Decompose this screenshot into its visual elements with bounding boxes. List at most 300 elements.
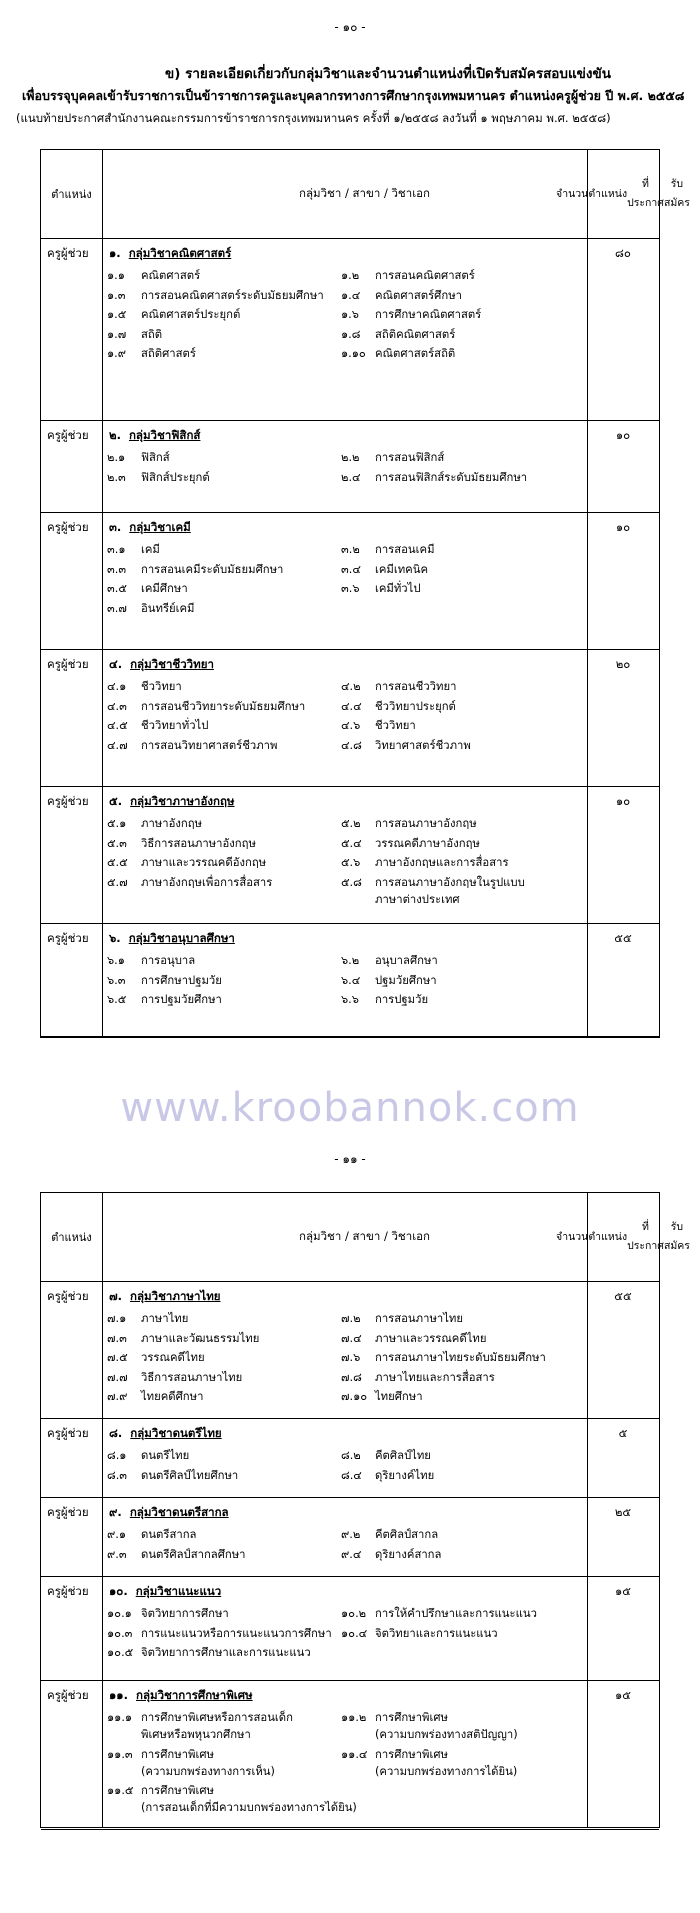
subject-group-row xyxy=(41,924,659,1037)
major-item xyxy=(107,972,222,989)
major-item xyxy=(341,345,455,362)
major-name: การสอนเคมีระดับมัธยมศึกษา xyxy=(141,562,284,576)
header-count xyxy=(556,150,690,238)
major-number: ๑๑.๔ xyxy=(341,1747,368,1761)
page-number-2: - ๑๑ - xyxy=(334,1152,366,1166)
subject-group-row xyxy=(41,1577,659,1681)
major-item xyxy=(107,1709,293,1743)
major-number: ๗.๔ xyxy=(341,1331,362,1345)
major-item xyxy=(107,267,200,284)
table-header xyxy=(41,150,690,239)
major-number: ๕.๓ xyxy=(107,836,127,850)
major-name: ชีววิทยา xyxy=(375,719,416,732)
group-title xyxy=(109,930,235,948)
group-title xyxy=(109,1425,222,1443)
major-name: การศึกษาพิเศษ xyxy=(141,1784,214,1797)
subject-group-row xyxy=(41,1681,659,1830)
major-item xyxy=(341,1447,431,1464)
group-number: ๗. xyxy=(109,1289,123,1303)
major-name: ฟิสิกส์ xyxy=(141,451,170,464)
major-name: คีตศิลป์สากล xyxy=(375,1528,439,1541)
major-item xyxy=(107,874,272,891)
major-item xyxy=(107,1467,238,1484)
major-item xyxy=(341,306,481,323)
major-item xyxy=(341,1467,434,1484)
major-name: การสอนภาษาไทย xyxy=(375,1312,463,1325)
position-cell: ครูผู้ช่วย xyxy=(47,1688,89,1702)
major-name: ปฐมวัยศึกษา xyxy=(375,973,437,987)
major-number: ๙.๒ xyxy=(341,1528,361,1541)
major-name: ดนตรีสากล xyxy=(141,1528,197,1541)
major-name-continued: ภาษาต่างประเทศ xyxy=(375,892,460,906)
major-name: ภาษาและวัฒนธรรมไทย xyxy=(141,1331,260,1345)
group-title xyxy=(109,245,231,263)
major-number: ๓.๔ xyxy=(341,562,361,576)
major-name: การอนุบาล xyxy=(141,954,196,967)
header-count-line: ตำแหน่ง xyxy=(588,1230,628,1243)
major-name: การสอนชีววิทยาระดับมัธยมศึกษา xyxy=(141,699,306,713)
document-note: (แนบท้ายประกาศสำนักงานคณะกรรมการข้าราชการกรุงเทพมหานคร ครั้งที่ ๑/๒๕๕๘ ลงวันที่ ๑ พฤษภาคม พ.ศ. ๒๕๕๘) xyxy=(16,111,611,125)
major-name: สถิติคณิตศาสตร์ xyxy=(375,327,456,341)
major-item xyxy=(341,1746,517,1780)
major-name: ดนตรีศิลป์ไทยศึกษา xyxy=(141,1468,239,1482)
subject-table-page-2 xyxy=(40,1192,690,1828)
major-number: ๑.๑ xyxy=(107,269,125,282)
major-number: ๑.๔ xyxy=(341,288,361,302)
major-number: ๒.๒ xyxy=(341,451,360,464)
page-number-1: - ๑๐ - xyxy=(334,20,366,34)
major-name: วิธีการสอนภาษาอังกฤษ xyxy=(141,836,256,850)
major-number: ๙.๓ xyxy=(107,1547,127,1561)
major-number: ๗.๗ xyxy=(107,1370,128,1384)
major-number: ๕.๗ xyxy=(107,875,128,889)
major-number: ๑๑.๑ xyxy=(107,1711,133,1724)
major-number: ๔.๖ xyxy=(341,719,361,732)
major-item xyxy=(107,580,188,597)
major-number: ๖.๔ xyxy=(341,973,361,987)
major-name: สถิติ xyxy=(141,327,163,341)
major-name: ภาษาไทยและการสื่อสาร xyxy=(375,1370,495,1384)
major-item xyxy=(341,1388,423,1405)
column-divider xyxy=(587,150,588,1037)
major-number: ๑.๑๐ xyxy=(341,347,366,360)
major-name: คีตศิลป์ไทย xyxy=(375,1449,431,1462)
major-item xyxy=(107,815,202,832)
group-number: ๒. xyxy=(109,428,121,442)
header-count xyxy=(556,1193,690,1281)
major-item xyxy=(107,1369,242,1386)
major-number: ๒.๑ xyxy=(107,451,126,464)
major-number: ๑.๘ xyxy=(341,327,361,341)
major-item xyxy=(341,1349,546,1366)
major-item xyxy=(341,326,455,343)
major-name: การสอนวิทยาศาสตร์ชีวภาพ xyxy=(141,738,278,752)
major-item xyxy=(107,1605,229,1622)
major-item xyxy=(107,541,160,558)
header-count-line: จำนวน xyxy=(556,187,589,200)
major-item xyxy=(341,737,471,754)
major-number: ๔.๒ xyxy=(341,680,361,693)
major-name: การให้คำปรึกษาและการแนะแนว xyxy=(375,1607,537,1620)
major-item xyxy=(341,1369,495,1386)
position-count: ๑๐ xyxy=(615,428,631,442)
major-item xyxy=(107,449,170,466)
major-number: ๑๑.๕ xyxy=(107,1784,134,1797)
major-item xyxy=(107,287,324,304)
group-name: กลุ่มวิชาคณิตศาสตร์ xyxy=(128,246,232,260)
major-item xyxy=(107,600,195,617)
major-name: เคมีศึกษา xyxy=(141,582,188,595)
header-count-line: ที่ประกาศ xyxy=(627,178,664,209)
major-name: ฟิสิกส์ประยุกต์ xyxy=(141,470,210,484)
major-name: ชีววิทยา xyxy=(141,680,182,693)
major-name: การสอนคณิตศาสตร์ระดับมัธยมศึกษา xyxy=(141,288,324,302)
major-item xyxy=(341,469,527,486)
header-count-line: รับสมัคร xyxy=(663,1221,690,1252)
major-item xyxy=(341,449,444,466)
header-count-line: ตำแหน่ง xyxy=(588,187,628,200)
major-name: ชีววิทยาประยุกต์ xyxy=(375,699,456,713)
major-name: ดนตรีศิลป์สากลศึกษา xyxy=(141,1547,246,1561)
major-item xyxy=(341,1310,463,1327)
major-name: เคมีเทคนิค xyxy=(375,562,429,576)
major-number: ๓.๖ xyxy=(341,582,360,595)
major-item xyxy=(107,1526,196,1543)
major-name: การสอนชีววิทยา xyxy=(375,680,457,693)
position-cell: ครูผู้ช่วย xyxy=(47,657,89,671)
major-name: จิตวิทยาการศึกษาและการแนะแนว xyxy=(141,1646,311,1659)
group-name: กลุ่มวิชาการศึกษาพิเศษ xyxy=(135,1688,253,1702)
position-cell: ครูผู้ช่วย xyxy=(47,1505,89,1519)
column-divider xyxy=(587,1193,588,1827)
major-number: ๕.๕ xyxy=(107,856,128,869)
major-item xyxy=(107,991,222,1008)
position-count: ๕๕ xyxy=(614,1289,632,1303)
major-number: ๑๑.๒ xyxy=(341,1711,367,1724)
major-name: วิทยาศาสตร์ชีวภาพ xyxy=(375,738,471,752)
subject-group-row xyxy=(41,1282,659,1419)
major-number: ๘.๒ xyxy=(341,1449,361,1462)
major-name: จิตวิทยาการศึกษา xyxy=(141,1607,229,1620)
major-number: ๔.๗ xyxy=(107,738,128,752)
major-item xyxy=(341,815,477,832)
major-name: การศึกษาพิเศษ xyxy=(375,1711,448,1724)
major-number: ๑๐.๑ xyxy=(107,1607,132,1620)
major-number: ๓.๗ xyxy=(107,601,127,615)
group-number: ๔. xyxy=(109,657,123,671)
major-item xyxy=(107,1546,246,1563)
major-name-continued: (ความบกพร่องทางการได้ยิน) xyxy=(375,1764,518,1778)
major-number: ๗.๒ xyxy=(341,1312,361,1325)
position-count: ๕๕ xyxy=(614,931,632,945)
major-number: ๖.๒ xyxy=(341,954,360,967)
header-count-line: รับสมัคร xyxy=(663,178,690,209)
group-number: ๑๑. xyxy=(109,1688,128,1702)
major-name: ไทยคดีศึกษา xyxy=(141,1390,204,1403)
major-number: ๖.๖ xyxy=(341,993,359,1006)
major-name: การสอนภาษาไทยระดับมัธยมศึกษา xyxy=(375,1351,546,1364)
document-subheading: เพื่อบรรจุบุคคลเข้ารับราชการเป็นข้าราชการครูและบุคลากรทางการศึกษากรุงเทพมหานคร ตำแหน่งครูผู้ช่วย ปี พ.ศ. ๒๕๕๘ xyxy=(22,88,685,103)
position-count: ๒๕ xyxy=(614,1505,632,1519)
subject-group-row xyxy=(41,513,659,650)
major-name: ภาษาและวรรณคดีอังกฤษ xyxy=(141,856,267,869)
group-name: กลุ่มวิชาอนุบาลศึกษา xyxy=(128,931,235,945)
group-name: กลุ่มวิชาดนตรีสากล xyxy=(129,1505,229,1519)
major-item xyxy=(341,1330,486,1347)
major-name-continued: (ความบกพร่องทางสติปัญญา) xyxy=(375,1728,518,1741)
major-item xyxy=(341,1709,518,1743)
group-title xyxy=(109,427,200,445)
group-number: ๓. xyxy=(109,520,122,534)
major-item xyxy=(341,267,475,284)
major-name: การศึกษาปฐมวัย xyxy=(141,973,222,987)
major-name: การปฐมวัย xyxy=(375,993,429,1006)
major-number: ๕.๒ xyxy=(341,817,361,830)
subject-group-row xyxy=(41,650,659,787)
group-number: ๑. xyxy=(109,246,121,260)
major-item xyxy=(341,580,421,597)
major-number: ๗.๘ xyxy=(341,1370,362,1384)
major-number: ๕.๔ xyxy=(341,836,362,850)
major-item xyxy=(107,1349,205,1366)
major-number: ๖.๑ xyxy=(107,954,125,967)
major-name: จิตวิทยาและการแนะแนว xyxy=(375,1626,498,1640)
major-item xyxy=(341,972,437,989)
major-number: ๕.๑ xyxy=(107,817,127,830)
major-number: ๑.๓ xyxy=(107,288,126,302)
major-item xyxy=(341,287,462,304)
header-position: ตำแหน่ง xyxy=(51,1231,92,1244)
major-item xyxy=(107,678,182,695)
major-number: ๔.๑ xyxy=(107,680,127,693)
major-item xyxy=(107,835,256,852)
group-title xyxy=(109,1504,229,1522)
major-number: ๑.๙ xyxy=(107,347,127,360)
position-count: ๘๐ xyxy=(615,246,631,260)
major-name: การปฐมวัยศึกษา xyxy=(141,993,222,1006)
major-name: การศึกษาพิเศษ xyxy=(375,1747,448,1761)
major-number: ๑.๕ xyxy=(107,308,127,321)
major-name: ดุริยางค์สากล xyxy=(375,1547,442,1561)
position-count: ๑๕ xyxy=(614,1688,631,1702)
major-name: วรรณคดีไทย xyxy=(141,1351,205,1364)
group-number: ๑๐. xyxy=(109,1584,128,1598)
major-item xyxy=(107,326,162,343)
major-name: คณิตศาสตร์ประยุกต์ xyxy=(141,308,241,321)
major-item xyxy=(341,835,480,852)
subject-group-row xyxy=(41,1498,659,1577)
major-name: วิธีการสอนภาษาไทย xyxy=(141,1370,243,1384)
major-item xyxy=(107,1746,275,1780)
major-item xyxy=(341,991,428,1008)
position-count: ๑๕ xyxy=(614,1584,631,1598)
header-position: ตำแหน่ง xyxy=(51,188,92,201)
header-subject: กลุ่มวิชา / สาขา / วิชาเอก xyxy=(299,186,430,200)
position-cell: ครูผู้ช่วย xyxy=(47,794,89,808)
major-item xyxy=(107,1625,332,1642)
major-item xyxy=(107,737,277,754)
major-number: ๕.๘ xyxy=(341,875,362,889)
major-item xyxy=(107,698,305,715)
major-item xyxy=(107,561,283,578)
major-item xyxy=(341,698,456,715)
major-name: การสอนฟิสิกส์ xyxy=(375,451,445,464)
major-number: ๗.๕ xyxy=(107,1351,128,1364)
major-number: ๑๑.๓ xyxy=(107,1747,133,1761)
major-name: อินทรีย์เคมี xyxy=(141,601,195,615)
major-item xyxy=(107,854,266,871)
major-item xyxy=(341,952,438,969)
major-number: ๖.๕ xyxy=(107,993,127,1006)
major-number: ๙.๔ xyxy=(341,1547,362,1561)
position-cell: ครูผู้ช่วย xyxy=(47,1426,89,1440)
major-number: ๙.๑ xyxy=(107,1528,127,1541)
major-item xyxy=(107,1782,357,1816)
major-name-continued: (ความบกพร่องทางการเห็น) xyxy=(141,1764,275,1778)
subject-group-row xyxy=(41,421,659,513)
major-name: ภาษาและวรรณคดีไทย xyxy=(375,1331,487,1345)
major-number: ๗.๖ xyxy=(341,1351,361,1364)
major-number: ๓.๓ xyxy=(107,562,127,576)
major-number: ๔.๓ xyxy=(107,699,127,713)
major-number: ๑๐.๒ xyxy=(341,1607,367,1620)
major-name: การสอนภาษาอังกฤษในรูปแบบ xyxy=(375,875,525,889)
major-name: การสอนภาษาอังกฤษ xyxy=(375,817,477,830)
major-number: ๘.๓ xyxy=(107,1468,128,1482)
major-number: ๗.๓ xyxy=(107,1331,127,1345)
major-number: ๖.๓ xyxy=(107,973,126,987)
major-item xyxy=(341,1526,438,1543)
group-title xyxy=(109,656,214,674)
major-number: ๓.๑ xyxy=(107,543,126,556)
subject-group-row xyxy=(41,1419,659,1498)
major-number: ๓.๕ xyxy=(107,582,127,595)
major-name: ดนตรีไทย xyxy=(141,1449,190,1462)
major-name: ภาษาไทย xyxy=(141,1312,189,1325)
major-name: การสอนเคมี xyxy=(375,543,435,556)
major-number: ๔.๔ xyxy=(341,699,362,713)
position-cell: ครูผู้ช่วย xyxy=(47,520,89,534)
position-cell: ครูผู้ช่วย xyxy=(47,428,89,442)
position-count: ๒๐ xyxy=(615,657,631,671)
group-title xyxy=(109,793,235,811)
group-number: ๕. xyxy=(109,794,123,808)
header-count-line: จำนวน xyxy=(556,1230,589,1243)
major-name: คณิตศาสตร์สถิติ xyxy=(375,347,456,360)
major-number: ๘.๑ xyxy=(107,1449,127,1462)
major-item xyxy=(107,952,195,969)
subject-table-page-1 xyxy=(40,149,690,1038)
major-item xyxy=(107,345,196,362)
major-item xyxy=(341,678,456,695)
major-number: ๔.๘ xyxy=(341,738,362,752)
major-number: ๗.๑ xyxy=(107,1312,127,1325)
major-name: การศึกษาพิเศษหรือการสอนเด็ก xyxy=(141,1711,293,1724)
major-name: ภาษาอังกฤษ xyxy=(141,817,203,830)
column-divider xyxy=(102,150,103,1037)
group-name: กลุ่มวิชาภาษาอังกฤษ xyxy=(130,794,235,808)
major-item xyxy=(107,1388,203,1405)
major-name: การสอนคณิตศาสตร์ xyxy=(375,269,475,282)
major-name: เคมี xyxy=(141,543,160,556)
position-count: ๑๐ xyxy=(615,794,631,808)
group-number: ๙. xyxy=(109,1505,122,1519)
major-item xyxy=(341,1625,498,1642)
major-name: ภาษาอังกฤษเพื่อการสื่อสาร xyxy=(141,875,273,889)
major-name-continued: พิเศษหรือพหุนวกศึกษา xyxy=(141,1728,251,1741)
major-name: วรรณคดีภาษาอังกฤษ xyxy=(375,836,480,850)
group-name: กลุ่มวิชาเคมี xyxy=(129,520,191,534)
group-number: ๘. xyxy=(109,1426,123,1440)
position-cell: ครูผู้ช่วย xyxy=(47,931,89,945)
major-number: ๘.๔ xyxy=(341,1468,362,1482)
major-name: การศึกษาพิเศษ xyxy=(141,1747,214,1761)
major-item xyxy=(107,1310,188,1327)
position-cell: ครูผู้ช่วย xyxy=(47,1289,89,1303)
group-name: กลุ่มวิชาแนะแนว xyxy=(135,1584,222,1598)
major-item xyxy=(107,717,208,734)
major-number: ๗.๙ xyxy=(107,1390,128,1403)
major-name: อนุบาลศึกษา xyxy=(375,954,438,967)
table-header xyxy=(41,1193,690,1282)
group-name: กลุ่มวิชาดนตรีไทย xyxy=(130,1426,222,1440)
major-name: คณิตศาสตร์ศึกษา xyxy=(375,288,462,302)
position-count: ๕ xyxy=(618,1426,628,1440)
major-name: การสอนฟิสิกส์ระดับมัธยมศึกษา xyxy=(375,470,528,484)
document-heading: ข) รายละเอียดเกี่ยวกับกลุ่มวิชาและจำนวนตำแหน่งที่เปิดรับสมัครสอบแข่งขัน xyxy=(165,66,611,82)
major-item xyxy=(341,541,435,558)
major-name: ภาษาอังกฤษและการสื่อสาร xyxy=(375,856,509,869)
major-number: ๕.๖ xyxy=(341,856,361,869)
major-number: ๑๐.๕ xyxy=(107,1646,134,1659)
major-item xyxy=(107,469,210,486)
major-item xyxy=(107,1447,189,1464)
major-item xyxy=(341,1546,441,1563)
major-name: สถิติศาสตร์ xyxy=(141,347,196,360)
major-number: ๒.๔ xyxy=(341,470,361,484)
major-number: ๑๐.๓ xyxy=(107,1626,133,1640)
major-item xyxy=(341,1605,537,1622)
watermark-text: www.kroobannok.com xyxy=(120,1085,580,1131)
major-number: ๔.๕ xyxy=(107,719,128,732)
group-title xyxy=(109,519,191,537)
major-name: การแนะแนวหรือการแนะแนวการศึกษา xyxy=(141,1626,332,1640)
subject-group-row xyxy=(41,787,659,924)
major-number: ๓.๒ xyxy=(341,543,360,556)
group-name: กลุ่มวิชาชีววิทยา xyxy=(130,657,214,671)
column-divider xyxy=(102,1193,103,1827)
major-name: การศึกษาคณิตศาสตร์ xyxy=(375,308,482,321)
group-number: ๖. xyxy=(109,931,121,945)
group-title xyxy=(109,1288,221,1306)
major-item xyxy=(107,1644,311,1661)
subject-group-row xyxy=(41,239,659,421)
major-number: ๑.๒ xyxy=(341,269,360,282)
major-number: ๑.๖ xyxy=(341,308,359,321)
position-cell: ครูผู้ช่วย xyxy=(47,246,89,260)
major-item xyxy=(341,874,525,908)
header-subject: กลุ่มวิชา / สาขา / วิชาเอก xyxy=(299,1229,430,1243)
position-cell: ครูผู้ช่วย xyxy=(47,1584,89,1598)
header-count-line: ที่ประกาศ xyxy=(627,1221,664,1252)
group-title xyxy=(109,1583,221,1601)
major-number: ๗.๑๐ xyxy=(341,1390,368,1403)
major-number: ๑.๗ xyxy=(107,327,127,341)
major-item xyxy=(341,561,428,578)
major-name-continued: (การสอนเด็กที่มีความบกพร่องทางการได้ยิน) xyxy=(141,1801,357,1814)
position-count: ๑๐ xyxy=(615,520,631,534)
major-number: ๑๐.๔ xyxy=(341,1626,368,1640)
